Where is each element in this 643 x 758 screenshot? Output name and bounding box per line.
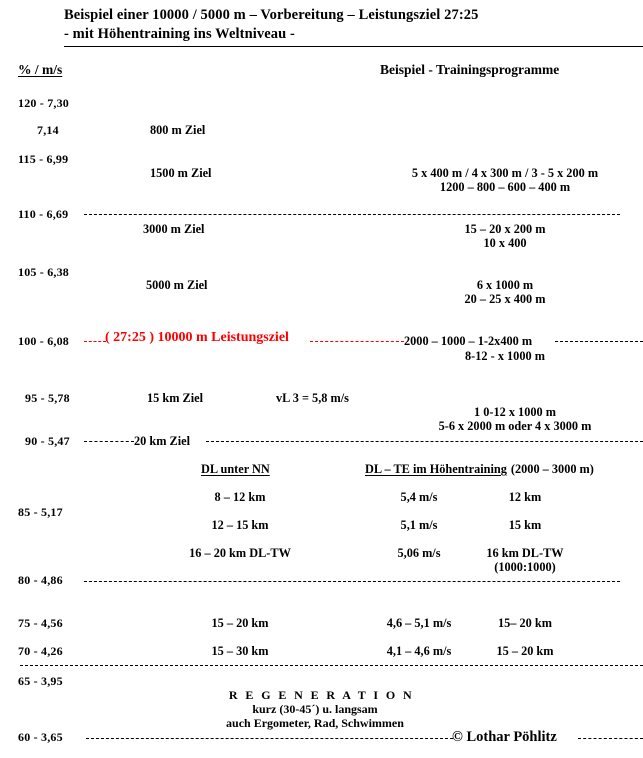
program-3000-line-1: 15 – 20 x 200 m xyxy=(464,222,546,236)
goal-20km: 20 km Ziel xyxy=(134,434,191,448)
separator-line-90-left xyxy=(84,441,134,442)
table-row: 15 – 20 km xyxy=(211,616,269,630)
program-10000-line-2: 8-12 - x 1000 m xyxy=(465,349,545,363)
table-row: 5,1 m/s xyxy=(400,518,438,532)
scale-label-115: 115 - 6,99 xyxy=(18,152,69,166)
table-row: 15 km xyxy=(508,518,542,532)
title-underline-rule xyxy=(64,46,643,47)
table-row: 4,6 – 5,1 m/s xyxy=(386,616,452,630)
table-row: 16 – 20 km DL-TW xyxy=(189,546,291,560)
separator-line-90-right xyxy=(206,441,643,442)
table-row: 16 km DL-TW xyxy=(486,546,564,560)
table-row: (1000:1000) xyxy=(494,560,556,574)
scale-label-120: 120 - 7,30 xyxy=(18,96,69,110)
program-3000-line-2: 10 x 400 xyxy=(483,236,527,250)
header-dl-unter-nn: DL unter NN xyxy=(201,462,270,476)
separator-line-80 xyxy=(84,581,620,582)
table-row: 15– 20 km xyxy=(498,616,552,630)
scale-label-75: 75 - 4,56 xyxy=(18,616,63,630)
regeneration-line-1: kurz (30-45´) u. langsam xyxy=(252,702,378,716)
scale-label-80: 80 - 4,86 xyxy=(18,573,63,587)
separator-line-100-right xyxy=(555,341,643,342)
separator-line-60-right xyxy=(578,738,643,739)
program-10000-line-1: 2000 – 1000 – 1-2x400 m xyxy=(404,334,533,348)
separator-line-110 xyxy=(84,214,620,215)
header-dl-te-hoehentraining-text: DL – TE im Höhentraining xyxy=(365,462,507,476)
goal-5000m: 5000 m Ziel xyxy=(146,278,208,292)
header-dl-te-hoehentraining xyxy=(365,462,594,477)
program-1500-line-2: 1200 – 800 – 600 – 400 m xyxy=(439,180,571,194)
programs-column-header: Beispiel - Trainingsprogramme xyxy=(380,62,560,77)
goal-1500m: 1500 m Ziel xyxy=(150,166,212,180)
regeneration-line-2: auch Ergometer, Rad, Schwimmen xyxy=(226,716,404,730)
scale-label-95: 95 - 5,78 xyxy=(25,391,70,405)
separator-line-60-left xyxy=(86,738,453,739)
scale-label-70: 70 - 4,26 xyxy=(18,644,63,658)
table-row: 15 – 20 km xyxy=(496,644,554,658)
goal-10000m-leistungsziel: ( 27:25 ) 10000 m Leistungsziel xyxy=(105,330,289,345)
table-row: 8 – 12 km xyxy=(214,490,266,504)
scale-label-110: 110 - 6,69 xyxy=(18,207,69,221)
goal-3000m: 3000 m Ziel xyxy=(143,222,205,236)
program-15km-line-2: 5-6 x 2000 m oder 4 x 3000 m xyxy=(438,419,592,433)
scale-label-105: 105 - 6,38 xyxy=(18,265,69,279)
table-row: 12 km xyxy=(508,490,542,504)
separator-line-100-mid-red xyxy=(310,341,404,342)
scale-label-60: 60 - 3,65 xyxy=(18,730,63,744)
table-row: 5,06 m/s xyxy=(397,546,441,560)
regeneration-heading: R E G E N E R A T I O N xyxy=(228,688,415,702)
program-5000-line-2: 20 – 25 x 400 m xyxy=(464,292,546,306)
copyright-notice: © Lothar Pöhlitz xyxy=(452,729,557,745)
program-15km-line-1: 1 0-12 x 1000 m xyxy=(474,405,556,419)
program-1500-line-1: 5 x 400 m / 4 x 300 m / 3 - 5 x 200 m xyxy=(411,166,599,180)
header-dl-te-hoehentraining-suffix: (2000 – 3000 m) xyxy=(510,462,594,476)
scale-label-65: 65 - 3,95 xyxy=(18,674,63,688)
table-row: 15 – 30 km xyxy=(211,644,269,658)
separator-line-100-left-red xyxy=(84,341,106,342)
table-row: 12 – 15 km xyxy=(211,518,269,532)
table-row: 4,1 – 4,6 m/s xyxy=(386,644,452,658)
document-title-line-1: Beispiel einer 10000 / 5000 m – Vorbereitung – Leistungsziel 27:25 xyxy=(64,7,479,23)
scale-column-header: % / m/s xyxy=(18,62,63,77)
document-title-line-2: - mit Höhentraining ins Weltniveau - xyxy=(64,26,295,42)
scale-label-714: 7,14 xyxy=(37,123,59,137)
program-5000-line-1: 6 x 1000 m xyxy=(476,278,534,292)
separator-line-65 xyxy=(20,665,643,666)
goal-15km: 15 km Ziel xyxy=(147,391,204,405)
vl3-pace-value: vL 3 = 5,8 m/s xyxy=(276,391,349,405)
scale-label-85: 85 - 5,17 xyxy=(18,505,63,519)
goal-800m: 800 m Ziel xyxy=(150,123,206,137)
scale-label-100: 100 - 6,08 xyxy=(18,334,69,348)
scale-label-90: 90 - 5,47 xyxy=(25,434,70,448)
table-row: 5,4 m/s xyxy=(400,490,438,504)
